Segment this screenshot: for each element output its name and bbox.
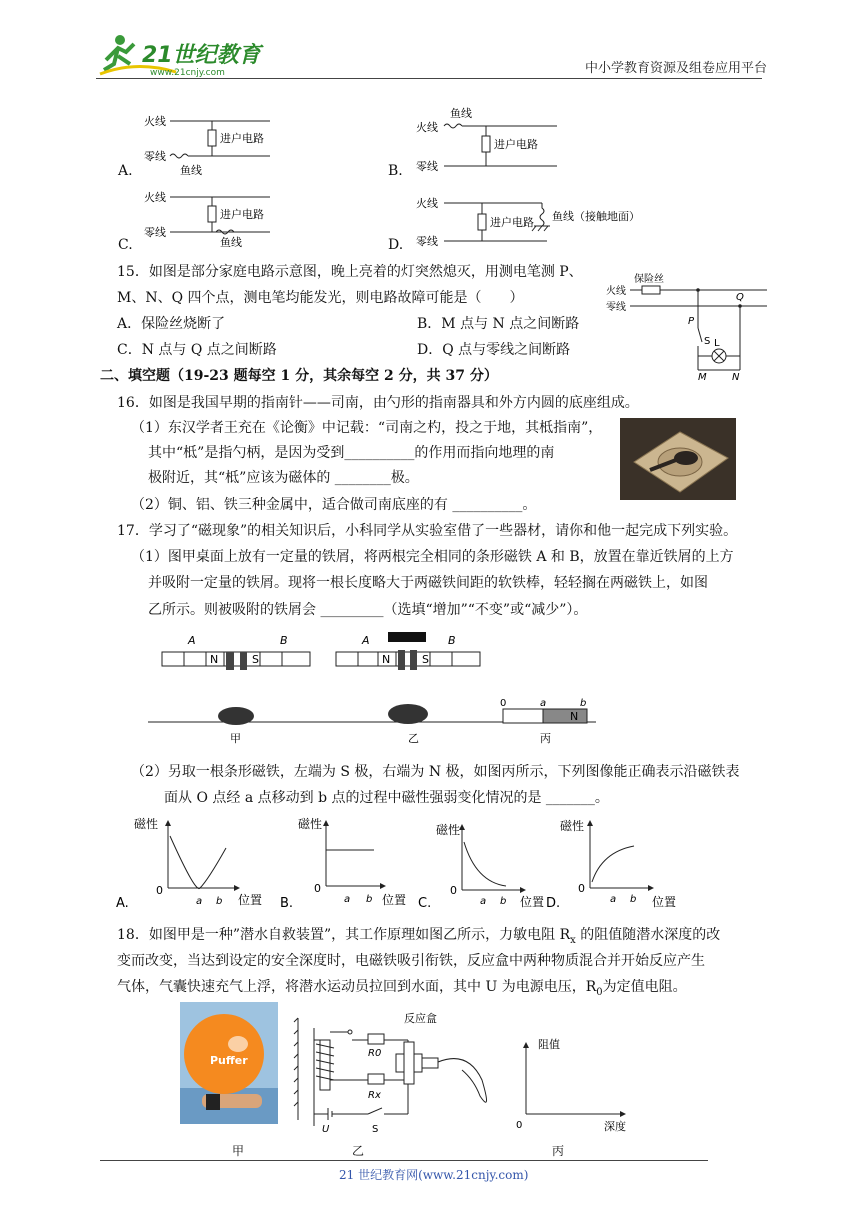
q15-stem-2: M、N、Q 四个点，测电笔均能发光，则电路故障可能是（ ） [117, 290, 524, 306]
svg-text:b: b [630, 894, 637, 905]
svg-text:N: N [732, 372, 740, 382]
q18-stem-2: 变而改变，当达到设定的安全深度时，电磁铁吸引衔铁，反应盒中两种物质混合并开始反应产生 [117, 953, 705, 969]
svg-text:B: B [448, 634, 456, 647]
svg-text:A: A [362, 634, 370, 647]
puffer-device-photo [180, 1002, 278, 1124]
svg-text:位置: 位置 [520, 895, 545, 909]
svg-text:S: S [372, 1124, 379, 1134]
svg-text:磁性: 磁性 [436, 823, 461, 837]
q18-stem-3: 气体，气囊快速充气上浮，将潜水运动员拉回到水面，其中 U 为电源电压，$R_0$为定值电阻。 [117, 979, 687, 998]
svg-text:零线: 零线 [416, 235, 438, 248]
footer-rule [100, 1160, 708, 1161]
svg-text:进户电路: 进户电路 [490, 216, 534, 229]
svg-text:U: U [322, 1124, 330, 1134]
svg-text:A: A [188, 634, 196, 647]
svg-text:S: S [252, 653, 259, 666]
q16-part1-line3: 极附近，其“柢”应该为磁体的 ________极。 [148, 470, 419, 486]
svg-text:保险丝: 保险丝 [634, 274, 664, 285]
svg-text:b: b [366, 894, 373, 905]
header-rule [96, 78, 762, 79]
svg-text:b: b [500, 896, 507, 907]
svg-text:零线: 零线 [144, 150, 166, 163]
svg-text:丙: 丙 [540, 732, 551, 745]
logo-url: www.21cnjy.com [150, 68, 225, 78]
q15-option-b: B．M 点与 N 点之间断路 [417, 316, 580, 332]
svg-text:零线: 零线 [606, 302, 626, 313]
svg-text:Q: Q [736, 292, 744, 303]
q16-part1-line2: 其中“柢”是指勺柄，是因为受到__________的作用而指向地理的南 [148, 445, 555, 461]
platform-name: 中小学教育资源及组卷应用平台 [585, 61, 768, 76]
svg-text:进户电路: 进户电路 [220, 208, 264, 221]
q18-label-bing: 丙 [552, 1144, 565, 1158]
q17-graph-options [116, 812, 686, 912]
svg-text:深度: 深度 [604, 1120, 626, 1132]
svg-text:0: 0 [516, 1120, 523, 1131]
q18-stem-1: 18．如图甲是一种”潜水自救装置”，其工作原理如图乙所示，力敏电阻 $R_x$ 的阻值随潜水深度的改 [117, 927, 721, 946]
svg-text:N: N [382, 653, 391, 666]
svg-text:N: N [570, 710, 579, 723]
svg-text:0: 0 [500, 698, 507, 709]
svg-text:b: b [580, 698, 587, 709]
q16-part1-line1: （1）东汉学者王充在《论衡》中记载：“司南之杓，投之于地，其柢指南”， [131, 420, 603, 436]
svg-text:S: S [422, 653, 429, 666]
q18-label-yi: 乙 [352, 1144, 365, 1158]
q17-part2-line2: 面从 O 点经 a 点移动到 b 点的过程中磁性强弱变化情况的是 _______。 [164, 790, 609, 806]
svg-text:0: 0 [156, 884, 163, 897]
q17-magnet-figures [148, 630, 603, 746]
svg-text:B.: B. [280, 896, 294, 911]
q16-part2: （2）铜、铝、铁三种金属中，适合做司南底座的有 __________。 [131, 497, 537, 513]
svg-text:零线: 零线 [144, 226, 166, 239]
svg-text:磁性: 磁性 [134, 817, 159, 831]
svg-text:鱼线: 鱼线 [220, 236, 242, 249]
svg-text:火线: 火线 [144, 115, 166, 128]
q14-figure-c [140, 186, 275, 252]
svg-text:乙: 乙 [408, 732, 419, 745]
svg-text:b: b [216, 896, 223, 907]
q14-figure-d [412, 192, 642, 252]
logo-text: 21世纪教育 [142, 43, 261, 68]
svg-text:鱼线（接触地面）: 鱼线（接触地面） [552, 210, 640, 223]
footer-text: 21 世纪教育网(www.21cnjy.com) [339, 1168, 529, 1182]
q16-stem: 16．如图是我国早期的指南针——司南，由勺形的指南器具和外方内圆的底座组成。 [117, 395, 639, 411]
svg-text:P: P [688, 316, 695, 327]
svg-text:C.: C. [418, 896, 432, 911]
svg-text:火线: 火线 [144, 191, 166, 204]
svg-text:火线: 火线 [416, 121, 438, 134]
q18-resistance-depth-graph [514, 1034, 638, 1132]
svg-text:鱼线: 鱼线 [180, 164, 202, 177]
svg-text:位置: 位置 [382, 893, 407, 907]
svg-text:0: 0 [450, 884, 457, 897]
q17-stem: 17．学习了“磁现象”的相关知识后，小科同学从实验室借了一些器材，请你和他一起完成下列实验。 [117, 523, 738, 539]
svg-text:0: 0 [314, 882, 321, 895]
q15-option-c: C．N 点与 Q 点之间断路 [117, 342, 277, 358]
section-title-fill-in: 二、填空题（19-23 题每空 1 分，其余每空 2 分，共 37 分） [100, 368, 498, 384]
svg-text:A.: A. [116, 896, 129, 911]
svg-text:进户电路: 进户电路 [494, 138, 538, 151]
q14-figure-b [412, 104, 562, 180]
q15-option-a: A．保险丝烧断了 [117, 316, 226, 332]
svg-text:进户电路: 进户电路 [220, 132, 264, 145]
q17-part2-line1: （2）另取一根条形磁铁，左端为 S 极，右端为 N 极，如图丙所示，下列图像能正确表示沿磁铁表 [131, 764, 740, 780]
svg-text:a: a [610, 894, 617, 905]
svg-text:位置: 位置 [238, 893, 263, 907]
svg-text:磁性: 磁性 [560, 819, 585, 833]
svg-text:a: a [196, 896, 203, 907]
svg-text:Puffer: Puffer [210, 1054, 248, 1067]
svg-text:a: a [540, 698, 547, 709]
svg-text:磁性: 磁性 [298, 817, 323, 831]
svg-text:0: 0 [578, 882, 585, 895]
svg-text:B: B [280, 634, 288, 647]
q14-figure-a [140, 110, 275, 180]
svg-text:甲: 甲 [230, 732, 241, 745]
q14-option-a: A. [118, 163, 133, 179]
svg-text:D.: D. [546, 896, 561, 911]
q15-option-d: D．Q 点与零线之间断路 [417, 342, 571, 358]
svg-text:火线: 火线 [416, 197, 438, 210]
sinan-compass-photo [620, 418, 736, 500]
svg-text:R0: R0 [368, 1048, 382, 1059]
svg-text:零线: 零线 [416, 160, 438, 173]
q18-label-jia: 甲 [232, 1144, 245, 1158]
q17-part1-line1: （1）图甲桌面上放有一定量的铁屑，将两根完全相同的条形磁铁 A 和 B，放置在靠近铁屑的上方 [131, 549, 734, 565]
svg-text:反应盒: 反应盒 [404, 1012, 437, 1025]
svg-text:N: N [210, 653, 219, 666]
svg-text:M: M [698, 372, 707, 382]
q15-circuit-figure [602, 268, 772, 382]
q15-stem-1: 15．如图是部分家庭电路示意图，晚上亮着的灯突然熄灭，用测电笔测 P、 [117, 264, 583, 280]
q17-part1-line2: 并吸附一定量的铁屑。现将一根长度略大于两磁铁间距的软铁棒，轻轻搁在两磁铁上，如图 [148, 575, 708, 591]
q18-circuit-figure [292, 1010, 502, 1134]
q14-option-b: B. [388, 163, 403, 179]
svg-text:位置: 位置 [652, 895, 677, 909]
svg-text:a: a [480, 896, 487, 907]
svg-text:鱼线: 鱼线 [450, 107, 472, 120]
q14-option-c: C. [118, 237, 133, 253]
q14-option-d: D. [388, 237, 404, 253]
svg-text:a: a [344, 894, 351, 905]
svg-text:L: L [714, 338, 720, 349]
svg-text:Rx: Rx [368, 1090, 381, 1101]
svg-text:火线: 火线 [606, 286, 626, 297]
q17-part1-line3: 乙所示。则被吸附的铁屑会 _________（选填“增加”“不变”或“减少”）。 [148, 602, 588, 618]
svg-text:S: S [704, 336, 711, 347]
svg-text:阻值: 阻值 [538, 1038, 560, 1051]
